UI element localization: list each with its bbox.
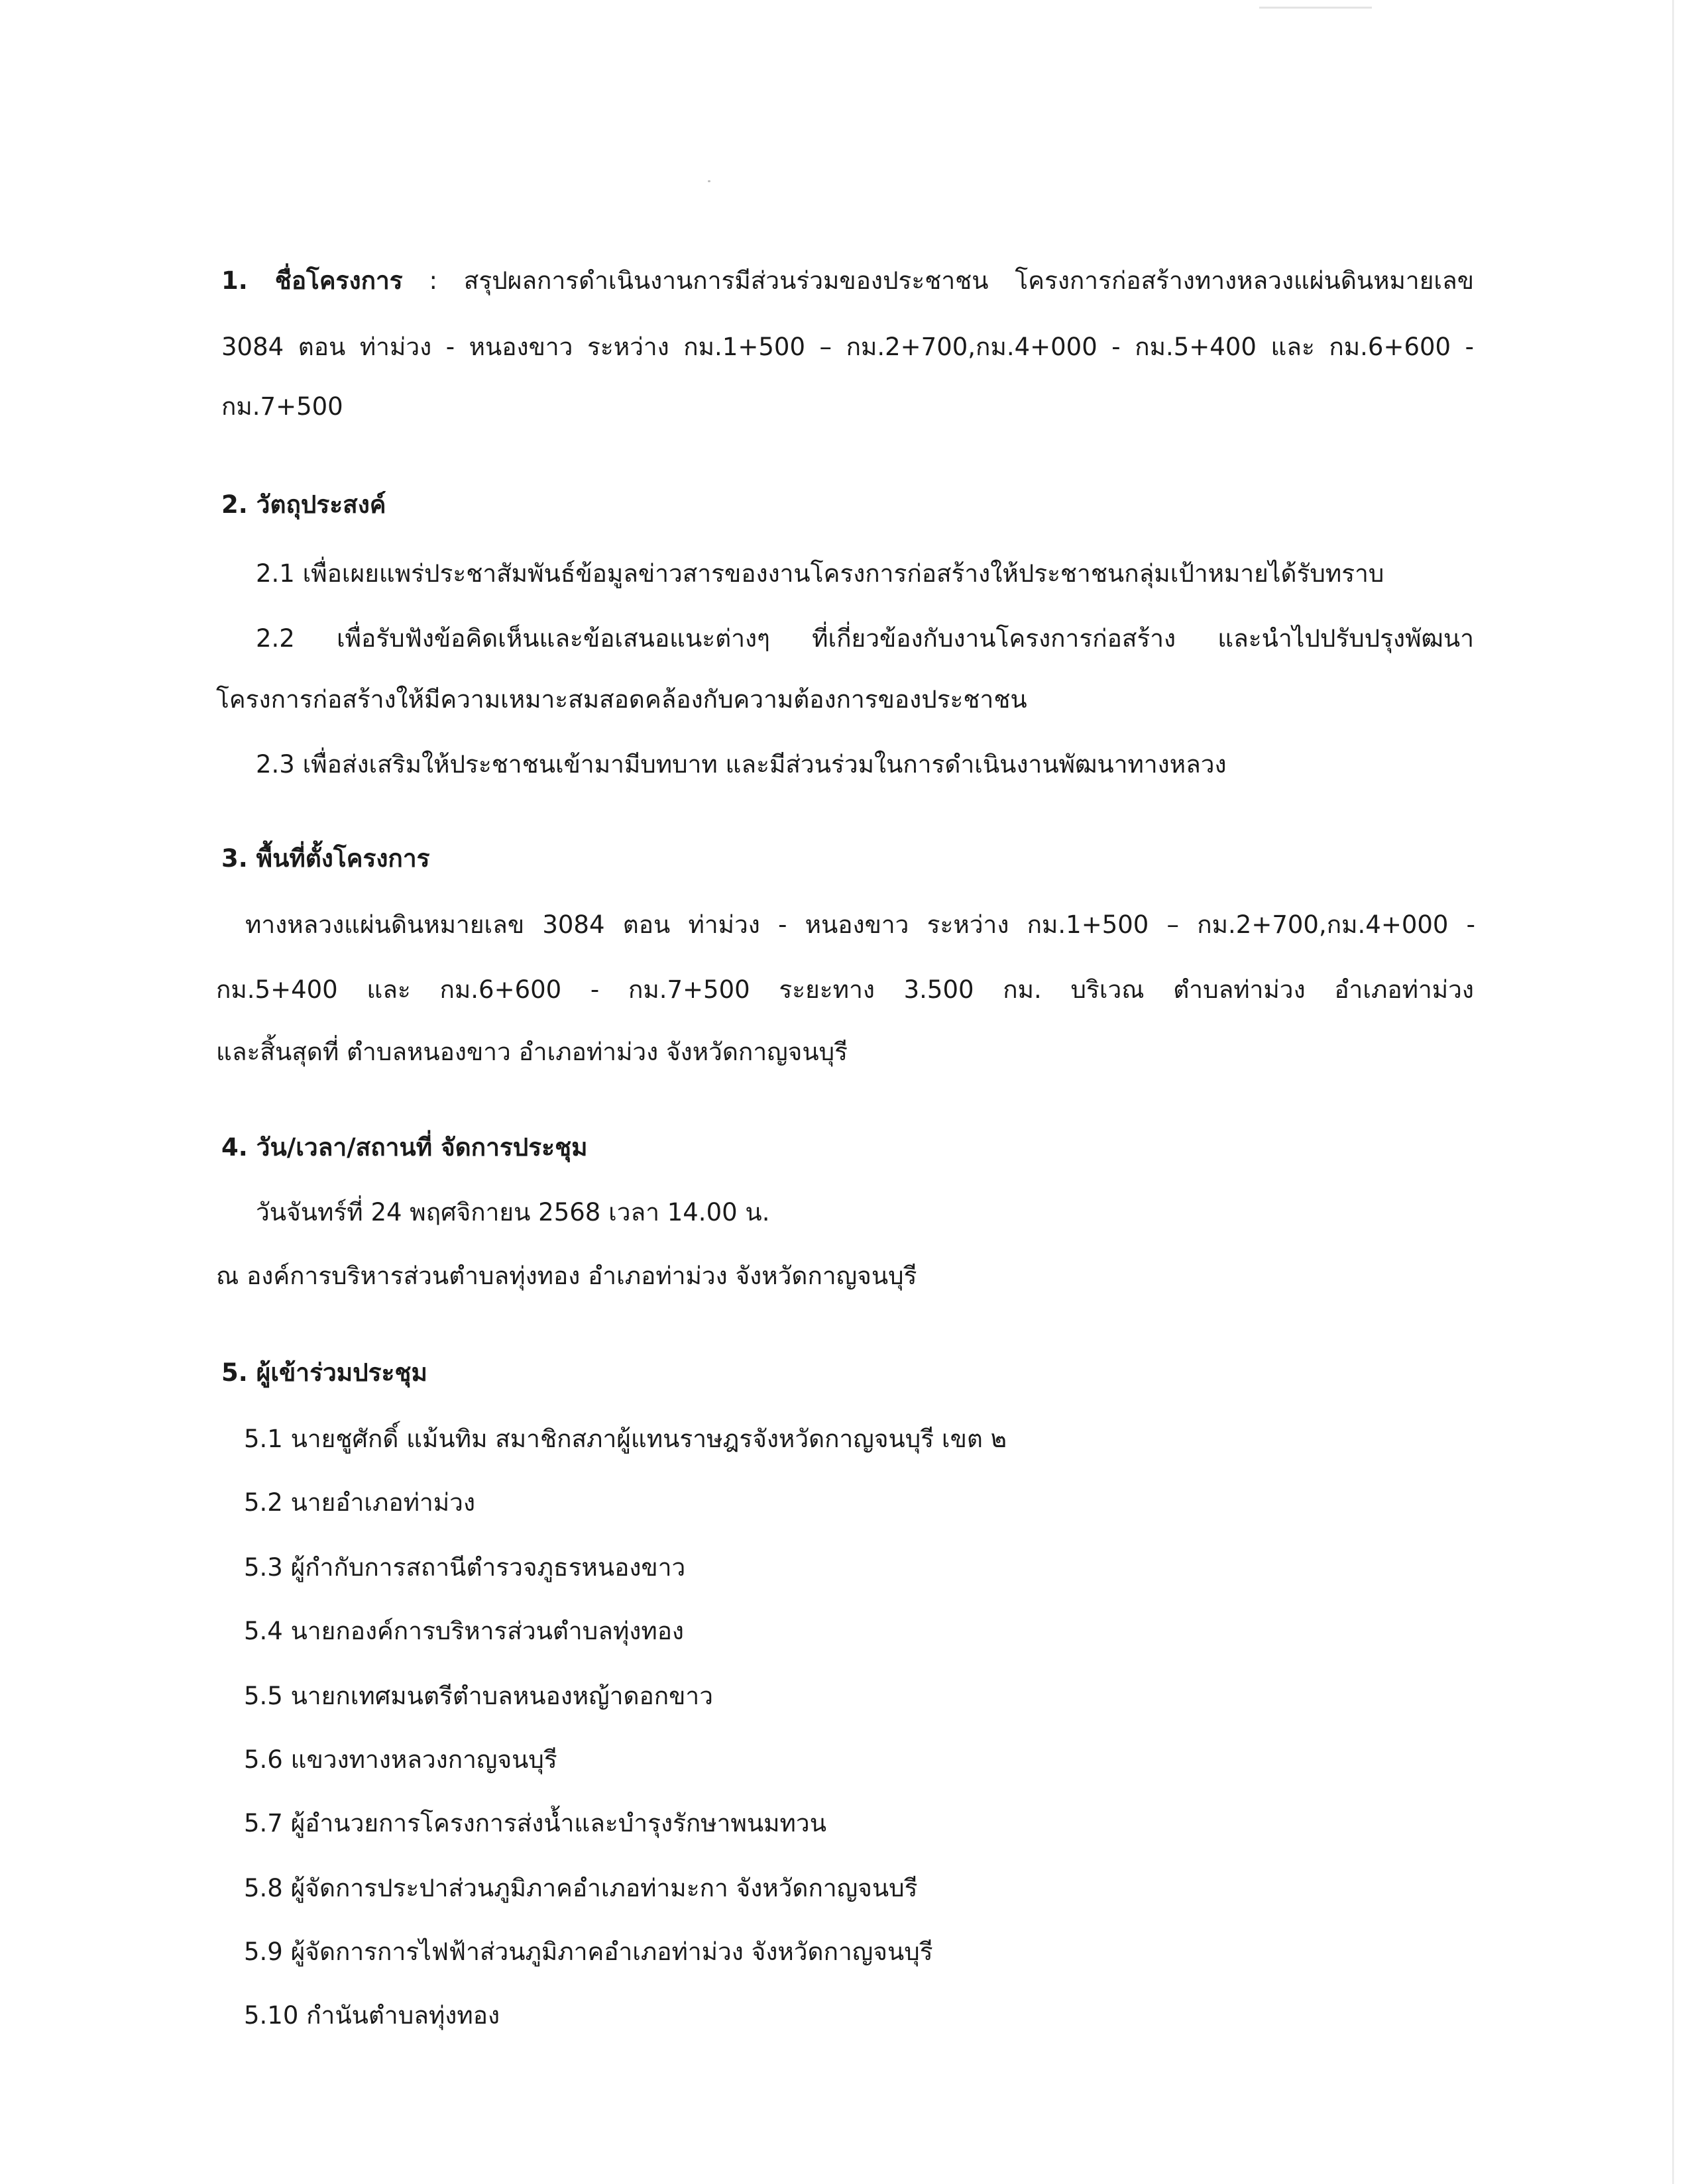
scan-speck xyxy=(708,180,710,182)
scan-mark xyxy=(1259,7,1372,9)
section3-heading: 3. พื้นที่ตั้งโครงการ xyxy=(221,844,430,873)
attendee-item: 5.10 กำนันตำบลทุ่งทอง xyxy=(244,2001,500,2030)
attendee-item: 5.3 ผู้กำกับการสถานีตำรวจภูธรหนองขาว xyxy=(244,1553,686,1582)
section1-line1 xyxy=(221,265,1474,297)
section1-separator: : xyxy=(402,266,464,295)
section1-line3: กม.7+500 xyxy=(221,392,343,421)
section2-heading: 2. วัตถุประสงค์ xyxy=(221,490,386,519)
objective-item-1: 2.1 เพื่อเผยแพร่ประชาสัมพันธ์ข้อมูลข่าวสารของงานโครงการก่อสร้างให้ประชาชนกลุ่มเป้าหมายได้รับทราบ xyxy=(256,559,1384,588)
meeting-venue: ณ องค์การบริหารส่วนตำบลทุ่งทอง อำเภอท่าม่วง จังหวัดกาญจนบุรี xyxy=(216,1262,917,1290)
attendee-item: 5.5 นายกเทศมนตรีตำบลหนองหญ้าดอกขาว xyxy=(244,1682,713,1710)
attendee-item: 5.8 ผู้จัดการประปาส่วนภูมิภาคอำเภอท่ามะกา จังหวัดกาญจนบรี xyxy=(244,1874,918,1902)
attendee-item: 5.7 ผู้อำนวยการโครงการส่งน้ำและบำรุงรักษาพนมทวน xyxy=(244,1809,826,1837)
location-line2: กม.5+400 และ กม.6+600 - กม.7+500 ระยะทาง 3.500 กม. บริเวณ ตำบลท่าม่วง อำเภอท่าม่วง xyxy=(216,975,1474,1004)
objective-item-3: 2.3 เพื่อส่งเสริมให้ประชาชนเข้ามามีบทบาท และมีส่วนร่วมในการดำเนินงานพัฒนาทางหลวง xyxy=(256,750,1227,779)
section4-heading: 4. วัน/เวลา/สถานที่ จัดการประชุม xyxy=(221,1133,588,1162)
meeting-datetime: วันจันทร์ที่ 24 พฤศจิกายน 2568 เวลา 14.00 น. xyxy=(256,1198,770,1227)
section5-heading: 5. ผู้เข้าร่วมประชุม xyxy=(221,1358,427,1387)
attendee-item: 5.9 ผู้จัดการการไฟฟ้าส่วนภูมิภาคอำเภอท่าม่วง จังหวัดกาญจนบุรี xyxy=(244,1938,933,1966)
section1-heading: 1. ชื่อโครงการ xyxy=(221,266,403,295)
objective-item-2-line2: โครงการก่อสร้างให้มีความเหมาะสมสอดคล้องกับความต้องการของประชาชน xyxy=(216,685,1027,714)
section1-line2: 3084 ตอน ท่าม่วง - หนองขาว ระหว่าง กม.1+500 – กม.2+700,กม.4+000 - กม.5+400 และ กม.6+600 - xyxy=(221,333,1474,361)
scan-edge xyxy=(1672,0,1674,2184)
attendee-item: 5.6 แขวงทางหลวงกาญจนบุรี xyxy=(244,1745,557,1774)
attendee-item: 5.2 นายอำเภอท่าม่วง xyxy=(244,1488,476,1517)
attendee-item: 5.1 นายชูศักดิ์ แม้นทิม สมาชิกสภาผู้แทนราษฎรจังหวัดกาญจนบุรี เขต ๒ xyxy=(244,1425,1007,1453)
location-line3: และสิ้นสุดที่ ตำบลหนองขาว อำเภอท่าม่วง จังหวัดกาญจนบุรี xyxy=(216,1038,848,1066)
objective-item-2-line1: 2.2 เพื่อรับฟังข้อคิดเห็นและข้อเสนอแนะต่างๆ ที่เกี่ยวข้องกับงานโครงการก่อสร้าง และนำไปปรับปรุงพัฒนา xyxy=(256,624,1474,653)
location-line1: ทางหลวงแผ่นดินหมายเลข 3084 ตอน ท่าม่วง - หนองขาว ระหว่าง กม.1+500 – กม.2+700,กม.4+000 - xyxy=(245,910,1475,939)
section1-title-text: สรุปผลการดำเนินงานการมีส่วนร่วมของประชาชน โครงการก่อสร้างทางหลวงแผ่นดินหมายเลข xyxy=(463,266,1474,295)
attendee-item: 5.4 นายกองค์การบริหารส่วนตำบลทุ่งทอง xyxy=(244,1617,684,1645)
